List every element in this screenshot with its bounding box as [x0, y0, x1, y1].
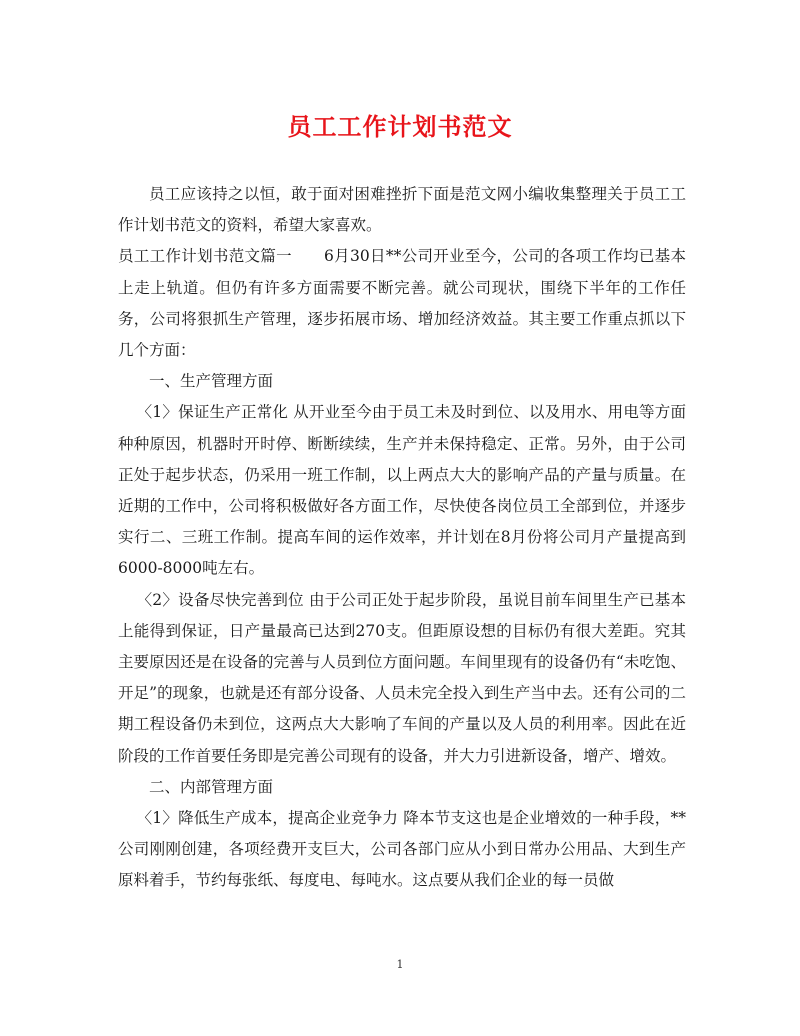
section-heading-internal: 二、内部管理方面: [149, 777, 274, 796]
document-body: [118, 179, 686, 897]
article-opening-paragraph: [118, 241, 686, 366]
intro-paragraph: 员工应该持之以恒，敢于面对困难挫折下面是范文网小编收集整理关于员工工作计划书范文的资料，希望大家喜欢。: [118, 185, 686, 235]
item-cost-reduction: 〈1〉降低生产成本，提高企业竞争力 降本节支这也是企业增效的一种手段，**公司刚刚创建，各项经费开支巨大，公司各部门应从小到日常办公用品、大到生产原料着手，节约每张纸、每度电、每吨水。这点要从我们企业的每一员做: [118, 809, 686, 890]
document-title: 员工工作计划书范文: [287, 112, 513, 141]
section-heading-production: 一、生产管理方面: [149, 372, 274, 391]
item-production-normalization: 〈1〉保证生产正常化 从开业至今由于员工未及时到位、以及用水、用电等方面种种原因，机器时开时停、断断续续，生产并未保持稳定、正常。另外，由于公司正处于起步状态，仍采用一班工作制，以上两点大大的影响产品的产量与质量。在近期的工作中，公司将积极做好各方面工作，尽快使各岗位员工全部到位，并逐步实行二、三班工作制。提高车间的运作效率，并计划在8月份将公司月产量提高到6000-8000吨左右。: [118, 403, 686, 578]
item-equipment-completion: 〈2〉设备尽快完善到位 由于公司正处于起步阶段，虽说目前车间里生产已基本上能得到保证，日产量最高已达到270支。但距原设想的目标仍有很大差距。究其主要原因还是在设备的完善与人员到位方面问题。车间里现有的设备仍有“未吃饱、开足”的现象，也就是还有部分设备、人员未完全投入到生产当中去。还有公司的二期工程设备仍未到位，这两点大大影响了车间的产量以及人员的利用率。因此在近阶段的工作首要任务即是完善公司现有的设备，并大力引进新设备，增产、增效。: [118, 590, 686, 765]
page-number: 1: [396, 958, 404, 971]
article-opening-text: 6月30日**公司开业至今，公司的各项工作均已基本上走上轨道。但仍有许多方面需要不断完善。就公司现状，围绕下半年的工作任务，公司将狠抓生产管理，逐步拓展市场、增加经济效益。其主要工作重点抓以下几个方面：: [118, 247, 686, 360]
article-label: 员工工作计划书范文篇一: [118, 247, 292, 266]
